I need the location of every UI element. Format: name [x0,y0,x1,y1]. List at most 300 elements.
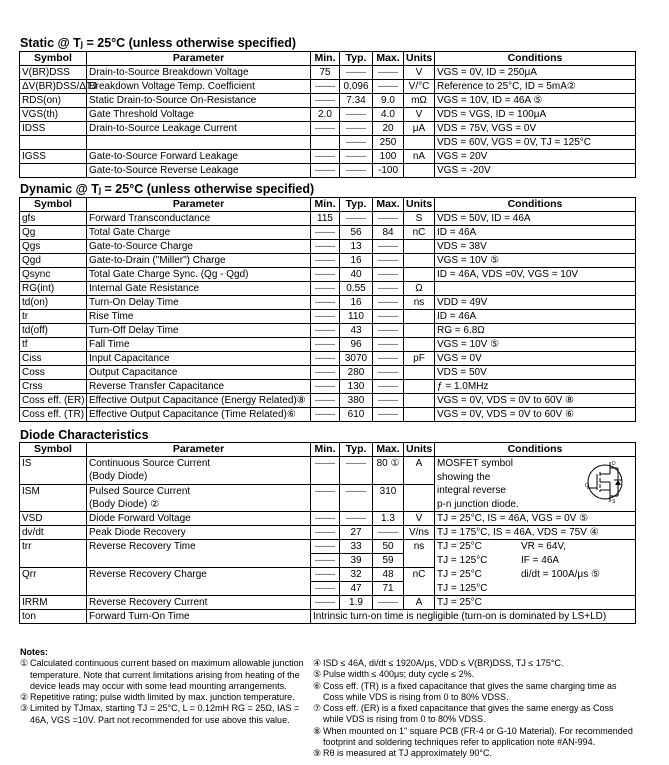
max-cell: 48 [373,568,404,582]
unit-cell [404,554,435,568]
unit-cell: nC [404,226,435,240]
unit-cell [404,240,435,254]
typ-cell: —— [340,212,373,226]
table-row [20,122,636,136]
typ-cell: 47 [340,582,373,596]
notes-left [20,647,310,726]
min-cell: —— [311,122,340,136]
max-cell: 80 ① [373,457,404,471]
min-cell: —— [311,582,340,596]
svg-text:S: S [612,499,616,505]
condition-text: TJ = 25°C [437,541,482,552]
header-units: Units [404,198,435,212]
table-row [20,324,636,338]
unit-cell [404,380,435,394]
parameter-cell: Gate-to-Drain ("Miller") Charge [87,254,311,268]
table-row [20,596,636,610]
dynamic-table [19,197,636,422]
symbol-cell: td(off) [20,324,87,338]
max-cell: 1.3 [373,512,404,526]
max-cell: 310 [373,484,404,498]
typ-cell: 27 [340,526,373,540]
table-row [20,394,636,408]
parameter-cell: Gate-to-Source Forward Leakage [87,150,311,164]
parameter-cell: Forward Transconductance [87,212,311,226]
header-typ: Typ. [340,52,373,66]
symbol-cell: RG(int) [20,282,87,296]
min-cell: —— [311,80,340,94]
conditions-cell: VGS = 10V, ID = 46A ⑤ [435,94,636,108]
unit-cell [404,498,435,512]
mosfet-note-line: p-n junction diode. [437,498,519,510]
min-cell: —— [311,296,340,310]
condition-text: TJ = 125°C [437,582,488,594]
min-cell: —— [311,164,340,178]
conditions-cell: VDS = 75V, VGS = 0V [435,122,636,136]
max-cell [373,498,404,512]
footnote-text: Limited by TJmax, starting TJ = 25°C, L = 0.12mH RG = 25Ω, IAS = 46A, VGS =10V. Part not recommended for use above this value. [30,703,300,725]
footnote-marker: ① [20,658,29,669]
unit-cell [404,394,435,408]
unit-cell: μA [404,122,435,136]
max-cell: —— [373,394,404,408]
diode-section-title: Diode Characteristics [20,428,149,442]
max-cell: —— [373,66,404,80]
symbol-cell [20,498,87,512]
unit-cell [404,268,435,282]
min-cell: —— [311,380,340,394]
footnote [20,692,310,703]
table-header-row [20,443,636,457]
min-cell: —— [311,568,340,582]
header-max: Max. [373,52,404,66]
min-cell: —— [311,150,340,164]
min-cell: 75 [311,66,340,80]
unit-cell [404,582,435,596]
max-cell: —— [373,408,404,422]
typ-cell: 610 [340,408,373,422]
table-row [20,540,636,554]
header-min: Min. [311,198,340,212]
mosfet-note-line: integral reverse [437,485,506,496]
header-parameter: Parameter [87,52,311,66]
unit-cell: pF [404,352,435,366]
conditions-cell: VGS = 10V ⑤ [435,338,636,352]
condition-text: di/dt = 100A/μs ⑤ [521,568,600,580]
min-cell: —— [311,596,340,610]
table-row [20,282,636,296]
conditions-cell: VDS = 60V, VGS = 0V, TJ = 125°C [435,136,636,150]
footnote-text: Rθ is measured at TJ approximately 90°C. [323,748,493,759]
typ-cell: —— [340,164,373,178]
header-symbol: Symbol [20,443,87,457]
table-row [20,352,636,366]
max-cell: 50 [373,540,404,554]
conditions-cell: ID = 46A, VDS =0V, VGS = 10V [435,268,636,282]
condition-text: VR = 64V, [521,541,566,552]
max-cell: 71 [373,582,404,596]
typ-cell: 96 [340,338,373,352]
unit-cell: nA [404,150,435,164]
max-cell: 59 [373,554,404,568]
symbol-cell: gfs [20,212,87,226]
unit-cell: ns [404,296,435,310]
max-cell: —— [373,324,404,338]
symbol-cell: V(BR)DSS [20,66,87,80]
conditions-cell: Intrinsic turn-on time is negligible (turn-on is dominated by LS+LD) [311,610,636,624]
symbol-cell: Qg [20,226,87,240]
symbol-cell: Ciss [20,352,87,366]
conditions-cell: TJ = 25°C, IS = 46A, VGS = 0V ⑤ [435,512,636,526]
typ-cell: 110 [340,310,373,324]
typ-cell: —— [340,150,373,164]
typ-cell: 7.34 [340,94,373,108]
max-cell: —— [373,296,404,310]
parameter-cell: Forward Turn-On Time [87,610,311,624]
table-row [20,310,636,324]
symbol-cell: IGSS [20,150,87,164]
dynamic-section-title: Dynamic @ Tⱼ = 25°C (unless otherwise specified) [20,182,315,196]
min-cell: —— [311,512,340,526]
conditions-cell: VGS = 20V [435,150,636,164]
typ-cell: —— [340,66,373,80]
unit-cell: Ω [404,282,435,296]
parameter-cell: Turn-On Delay Time [87,296,311,310]
footnote [313,703,633,726]
footnote-text: ISD ≤ 46A, di/dt ≤ 1920A/μs, VDD ≤ V(BR)DSS, TJ ≤ 175°C. [323,658,564,668]
footnote [313,681,633,704]
footnote-marker: ⑦ [313,703,322,714]
header-conditions: Conditions [435,443,636,457]
max-cell: 20 [373,122,404,136]
footnote [313,658,633,669]
mosfet-symbol-cell [435,457,636,512]
min-cell: —— [311,366,340,380]
conditions-cell [435,554,636,568]
table-row [20,610,636,624]
unit-cell: mΩ [404,94,435,108]
min-cell: 2.0 [311,108,340,122]
conditions-cell: ƒ = 1.0MHz [435,380,636,394]
conditions-cell: RG = 6.8Ω [435,324,636,338]
min-cell [311,136,340,150]
parameter-cell [87,136,311,150]
max-cell: —— [373,338,404,352]
header-min: Min. [311,52,340,66]
parameter-cell: Input Capacitance [87,352,311,366]
symbol-cell [20,136,87,150]
table-row [20,366,636,380]
condition-text: IF = 46A [521,554,560,566]
header-parameter: Parameter [87,443,311,457]
min-cell [311,470,340,484]
conditions-cell: VDS = 50V [435,366,636,380]
max-cell: —— [373,80,404,94]
conditions-cell: TJ = 25°C [435,596,636,610]
typ-cell: 40 [340,268,373,282]
min-cell: —— [311,457,340,471]
typ-cell: 380 [340,394,373,408]
unit-cell: V [404,108,435,122]
typ-cell: —— [340,108,373,122]
parameter-cell: Effective Output Capacitance (Energy Related)⑧ [87,394,311,408]
mosfet-note-line: showing the [437,471,491,483]
header-max: Max. [373,443,404,457]
table-row [20,296,636,310]
unit-cell [404,324,435,338]
footnote [313,669,633,680]
header-symbol: Symbol [20,52,87,66]
conditions-cell: VGS = -20V [435,164,636,178]
symbol-cell [20,582,87,596]
typ-cell: 280 [340,366,373,380]
symbol-cell: td(on) [20,296,87,310]
table-row [20,164,636,178]
unit-cell [404,310,435,324]
unit-cell [404,484,435,498]
footnote-marker: ⑧ [313,725,322,736]
table-row [20,582,636,596]
min-cell: —— [311,338,340,352]
symbol-cell: ton [20,610,87,624]
parameter-cell: Continuous Source Current [87,457,311,471]
unit-cell: nC [404,568,435,582]
max-cell: —— [373,526,404,540]
parameter-cell: Total Gate Charge [87,226,311,240]
footnote-marker: ④ [313,658,322,668]
header-min: Min. [311,443,340,457]
min-cell [311,498,340,512]
typ-cell: 39 [340,554,373,568]
header-conditions: Conditions [435,52,636,66]
parameter-cell: Reverse Recovery Charge [87,568,311,582]
max-cell: —— [373,380,404,394]
max-cell: —— [373,268,404,282]
symbol-cell: RDS(on) [20,94,87,108]
symbol-cell [20,554,87,568]
min-cell: 115 [311,212,340,226]
unit-cell: V [404,512,435,526]
table-header-row [20,198,636,212]
unit-cell: A [404,596,435,610]
conditions-cell: ID = 46A [435,226,636,240]
symbol-cell: dv/dt [20,526,87,540]
table-row [20,568,636,582]
min-cell: —— [311,352,340,366]
min-cell: —— [311,408,340,422]
conditions-cell [435,582,636,596]
table-row [20,94,636,108]
typ-cell: 33 [340,540,373,554]
footnote-marker: ⑥ [313,680,322,691]
footnote-text: Pulse width ≤ 400μs; duty cycle ≤ 2%. [323,669,475,680]
parameter-cell: Gate Threshold Voltage [87,108,311,122]
conditions-cell [435,540,636,554]
parameter-cell: Reverse Recovery Time [87,540,311,554]
notes-title: Notes: [20,647,49,657]
symbol-cell: IDSS [20,122,87,136]
parameter-cell: Peak Diode Recovery [87,526,311,540]
min-cell: —— [311,310,340,324]
typ-cell: 3070 [340,352,373,366]
symbol-cell: ΔV(BR)DSS/ΔTJ [20,80,87,94]
symbol-cell: trr [20,540,87,554]
footnote [20,658,310,692]
parameter-cell: Internal Gate Resistance [87,282,311,296]
table-row [20,408,636,422]
conditions-cell: VGS = 0V, VDS = 0V to 60V ⑧ [435,394,636,408]
table-row [20,66,636,80]
header-symbol: Symbol [20,198,87,212]
conditions-cell: VDS = 50V, ID = 46A [435,212,636,226]
parameter-cell: Fall Time [87,338,311,352]
min-cell: —— [311,324,340,338]
symbol-cell [20,164,87,178]
parameter-cell: Effective Output Capacitance (Time Related)⑥ [87,408,311,422]
max-cell: —— [373,310,404,324]
typ-cell: 43 [340,324,373,338]
max-cell: —— [373,596,404,610]
max-cell: 84 [373,226,404,240]
footnote-marker: ③ [20,703,29,714]
min-cell: —— [311,226,340,240]
max-cell: —— [373,254,404,268]
mosfet-note-line: MOSFET symbol [437,458,513,469]
symbol-cell: tf [20,338,87,352]
unit-cell [404,164,435,178]
conditions-cell: TJ = 175°C, IS = 46A, VDS = 75V ④ [435,526,636,540]
min-cell: —— [311,282,340,296]
symbol-cell: tr [20,310,87,324]
table-row [20,526,636,540]
conditions-cell: VDS = 38V [435,240,636,254]
symbol-cell: ISM [20,484,87,498]
table-row [20,338,636,352]
min-cell: —— [311,484,340,498]
unit-cell [404,254,435,268]
symbol-cell: Qrr [20,568,87,582]
typ-cell: —— [340,484,373,498]
header-units: Units [404,52,435,66]
max-cell [373,470,404,484]
typ-cell: 130 [340,380,373,394]
typ-cell: 16 [340,296,373,310]
min-cell: —— [311,526,340,540]
typ-cell: 13 [340,240,373,254]
typ-cell [340,470,373,484]
conditions-cell [435,282,636,296]
symbol-cell: Qgs [20,240,87,254]
typ-cell [340,498,373,512]
footnote-marker: ⑤ [313,669,322,680]
symbol-cell: Qgd [20,254,87,268]
typ-cell: —— [340,136,373,150]
typ-cell: 32 [340,568,373,582]
static-table [19,51,636,178]
unit-cell: V/ns [404,526,435,540]
header-max: Max. [373,198,404,212]
typ-cell: —— [340,122,373,136]
parameter-cell: Turn-Off Delay Time [87,324,311,338]
parameter-cell: Drain-to-Source Leakage Current [87,122,311,136]
conditions-cell: VGS = 0V [435,352,636,366]
table-row [20,226,636,240]
typ-cell: 1.9 [340,596,373,610]
header-units: Units [404,443,435,457]
conditions-cell: VDS = VGS, ID = 100μA [435,108,636,122]
parameter-cell: Total Gate Charge Sync. (Qg - Qgd) [87,268,311,282]
min-cell: —— [311,254,340,268]
table-row [20,457,636,471]
table-row [20,512,636,526]
parameter-cell: Rise Time [87,310,311,324]
symbol-cell: IS [20,457,87,471]
parameter-cell: (Body Diode) [87,470,311,484]
footnote-text: When mounted on 1" square PCB (FR-4 or G-10 Material). For recommended footprint and soldering techniques refer to application note #AN-994. [323,725,633,748]
table-row [20,554,636,568]
mosfet-symbol-icon [583,460,629,504]
footnote-text: Repetitive rating; pulse width limited by max. junction temperature. [30,692,295,703]
max-cell: 100 [373,150,404,164]
typ-cell: 0.096 [340,80,373,94]
conditions-cell: Reference to 25°C, ID = 5mA② [435,80,636,94]
condition-text: TJ = 125°C [437,554,488,566]
max-cell: —— [373,366,404,380]
table-row [20,240,636,254]
header-conditions: Conditions [435,198,636,212]
parameter-cell [87,582,311,596]
symbol-cell: Crss [20,380,87,394]
symbol-cell: Coss eff. (TR) [20,408,87,422]
conditions-cell: VGS = 0V, VDS = 0V to 60V ⑥ [435,408,636,422]
unit-cell [404,470,435,484]
table-row [20,254,636,268]
svg-text:G: G [585,483,589,489]
conditions-cell: VDD = 49V [435,296,636,310]
footnote-text: Coss eff. (TR) is a fixed capacitance that gives the same charging time as Coss while VDS is rising from 0 to 80% VDSS. [323,680,617,702]
header-typ: Typ. [340,198,373,212]
table-header-row [20,52,636,66]
parameter-cell: (Body Diode) ② [87,498,311,512]
min-cell: —— [311,268,340,282]
parameter-cell: Breakdown Voltage Temp. Coefficient [87,80,311,94]
table-row [20,80,636,94]
typ-cell: 16 [340,254,373,268]
symbol-cell: VGS(th) [20,108,87,122]
unit-cell: S [404,212,435,226]
parameter-cell: Drain-to-Source Breakdown Voltage [87,66,311,80]
conditions-cell [435,568,636,582]
footnote-marker: ② [20,692,29,703]
max-cell: —— [373,212,404,226]
header-typ: Typ. [340,443,373,457]
max-cell: 9.0 [373,94,404,108]
notes-right [313,658,633,760]
symbol-cell: IRRM [20,596,87,610]
unit-cell [404,136,435,150]
conditions-cell: VGS = 0V, ID = 250μA [435,66,636,80]
symbol-cell: Coss [20,366,87,380]
parameter-cell: Reverse Transfer Capacitance [87,380,311,394]
parameter-cell: Static Drain-to-Source On-Resistance [87,94,311,108]
max-cell: -100 [373,164,404,178]
parameter-cell: Pulsed Source Current [87,484,311,498]
min-cell: —— [311,240,340,254]
parameter-cell: Gate-to-Source Charge [87,240,311,254]
max-cell: 4.0 [373,108,404,122]
parameter-cell [87,554,311,568]
parameter-cell: Diode Forward Voltage [87,512,311,526]
